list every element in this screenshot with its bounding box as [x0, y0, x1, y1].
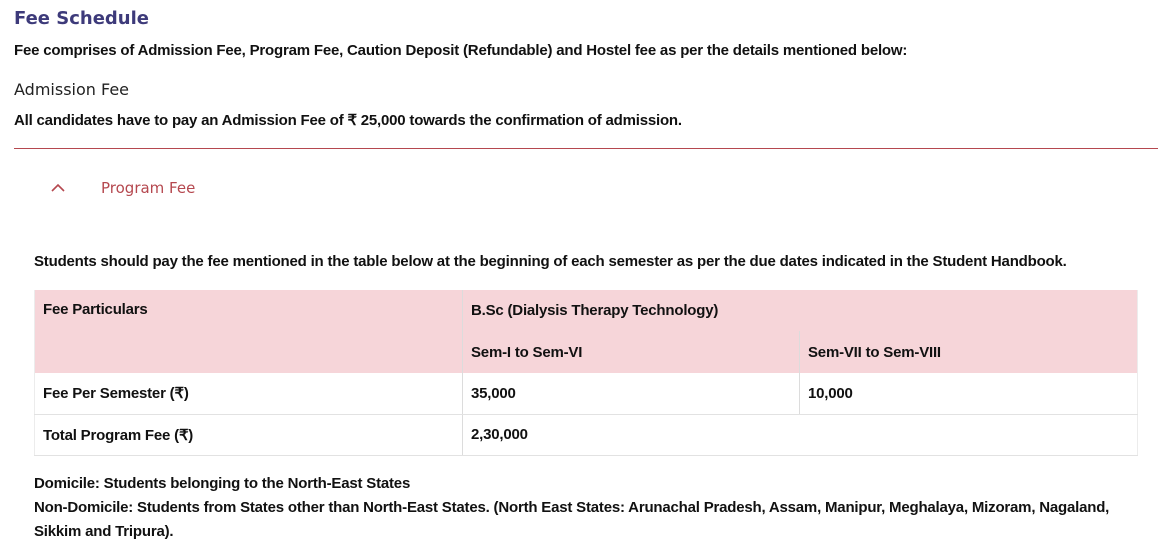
admission-fee-heading: Admission Fee [14, 80, 129, 99]
fee-particulars-header: Fee Particulars [35, 290, 463, 373]
program-fee-accordion-toggle[interactable] [48, 178, 195, 198]
fee-table [34, 290, 1138, 456]
domicile-note: Domicile: Students belonging to the North-East States [34, 475, 411, 492]
page-title: Fee Schedule [14, 8, 149, 29]
domicile-notes [34, 472, 1144, 544]
table-row [35, 373, 1138, 414]
chevron-up-icon [48, 178, 68, 198]
row-label: Total Program Fee (₹) [35, 414, 463, 455]
admission-fee-text: All candidates have to pay an Admission Fee of ₹ 25,000 towards the confirmation of admission. [14, 112, 682, 129]
sem-range-header: Sem-VII to Sem-VIII [800, 331, 1138, 373]
accordion-label: Program Fee [101, 179, 196, 197]
cell-value: 35,000 [463, 373, 800, 414]
table-row [35, 414, 1138, 455]
intro-text: Fee comprises of Admission Fee, Program Fee, Caution Deposit (Refundable) and Hostel fee as per the details mentioned below: [14, 42, 908, 59]
program-name-header: B.Sc (Dialysis Therapy Technology) [463, 290, 1138, 331]
cell-value: 10,000 [800, 373, 1138, 414]
section-divider [14, 148, 1158, 149]
table-header-row [35, 290, 1138, 331]
sem-range-header: Sem-I to Sem-VI [463, 331, 800, 373]
row-label: Fee Per Semester (₹) [35, 373, 463, 414]
program-fee-note: Students should pay the fee mentioned in the table below at the beginning of each semester as per the due dates indicated in the Student Handbook. [34, 253, 1067, 270]
non-domicile-note: Non-Domicile: Students from States other than North-East States. (North East States: Arunachal Pradesh, Assam, Manipur, Meghalaya, Mizoram, Nagaland, Sikkim and Tripura). [34, 499, 1110, 540]
cell-value: 2,30,000 [463, 414, 1138, 455]
